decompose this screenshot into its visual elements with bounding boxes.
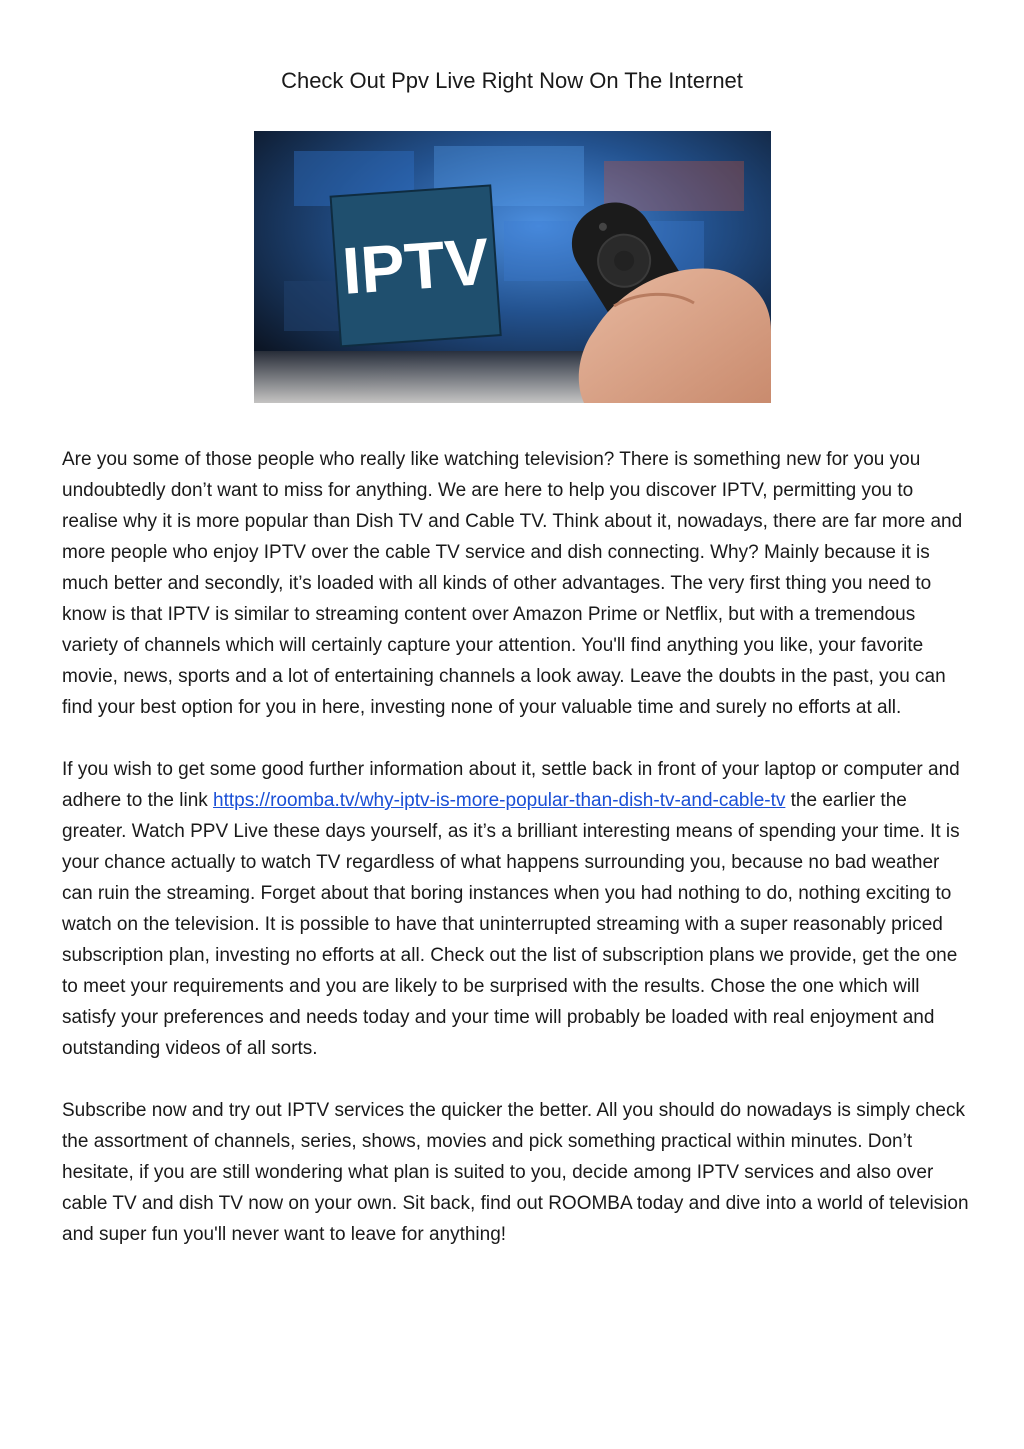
hero-image bbox=[254, 131, 771, 403]
iptv-remote-illustration bbox=[254, 131, 771, 403]
paragraph-intro: Are you some of those people who really like watching television? There is something new for you you undoubtedly don’t want to miss for anything. We are here to help you discover IPTV, permitting you to realise why it is more popular than Dish TV and Cable TV. Think about it, nowadays, there are far more and more people who enjoy IPTV over the cable TV service and dish connecting. Why? Mainly because it is much better and secondly, it’s loaded with all kinds of other advantages. The very first thing you need to know is that IPTV is similar to streaming content over Amazon Prime or Netflix, but with a tremendous variety of channels which will certainly capture your attention. You'll find anything you like, your favorite movie, news, sports and a lot of entertaining channels a look away. Leave the doubts in the past, you can find your best option for you in here, investing none of your valuable time and surely no efforts at all. bbox=[62, 449, 963, 718]
article-body bbox=[62, 444, 972, 1281]
paragraph-link-before: If you wish to get some good further information about it, settle back in front of your laptop or computer and adhere to the link bbox=[62, 759, 960, 811]
paragraph-subscribe: Subscribe now and try out IPTV services the quicker the better. All you should do nowadays is simply check the assortment of channels, series, shows, movies and pick something practical within minutes. Don’t hesitate, if you are still wondering what plan is suited to you, decide among IPTV services and also over cable TV and dish TV now on your own. Sit back, find out ROOMBA today and dive into a world of television and super fun you'll never want to leave for anything! bbox=[62, 1100, 969, 1245]
paragraph-link-after: the earlier the greater. Watch PPV Live these days yourself, as it’s a brilliant interesting means of spending your time. It is your chance actually to watch TV regardless of what happens surrounding you, because no bad weather can ruin the streaming. Forget about that boring instances when you had nothing to do, nothing exciting to watch on the television. It is possible to have that uninterrupted streaming with a super reasonably priced subscription plan, investing no efforts at all. Check out the list of subscription plans we provide, get the one to meet your requirements and you are likely to be surprised with the results. Chose the one which will satisfy your preferences and needs today and your time will probably be loaded with real enjoyment and outstanding videos of all sorts. bbox=[62, 790, 960, 1059]
paragraph-link bbox=[62, 754, 972, 1064]
page-title: Check Out Ppv Live Right Now On The Internet bbox=[281, 68, 743, 93]
roomba-link[interactable]: https://roomba.tv/why-iptv-is-more-popular-than-dish-tv-and-cable-tv bbox=[213, 790, 786, 811]
iptv-logo-text: IPTV bbox=[339, 223, 492, 308]
